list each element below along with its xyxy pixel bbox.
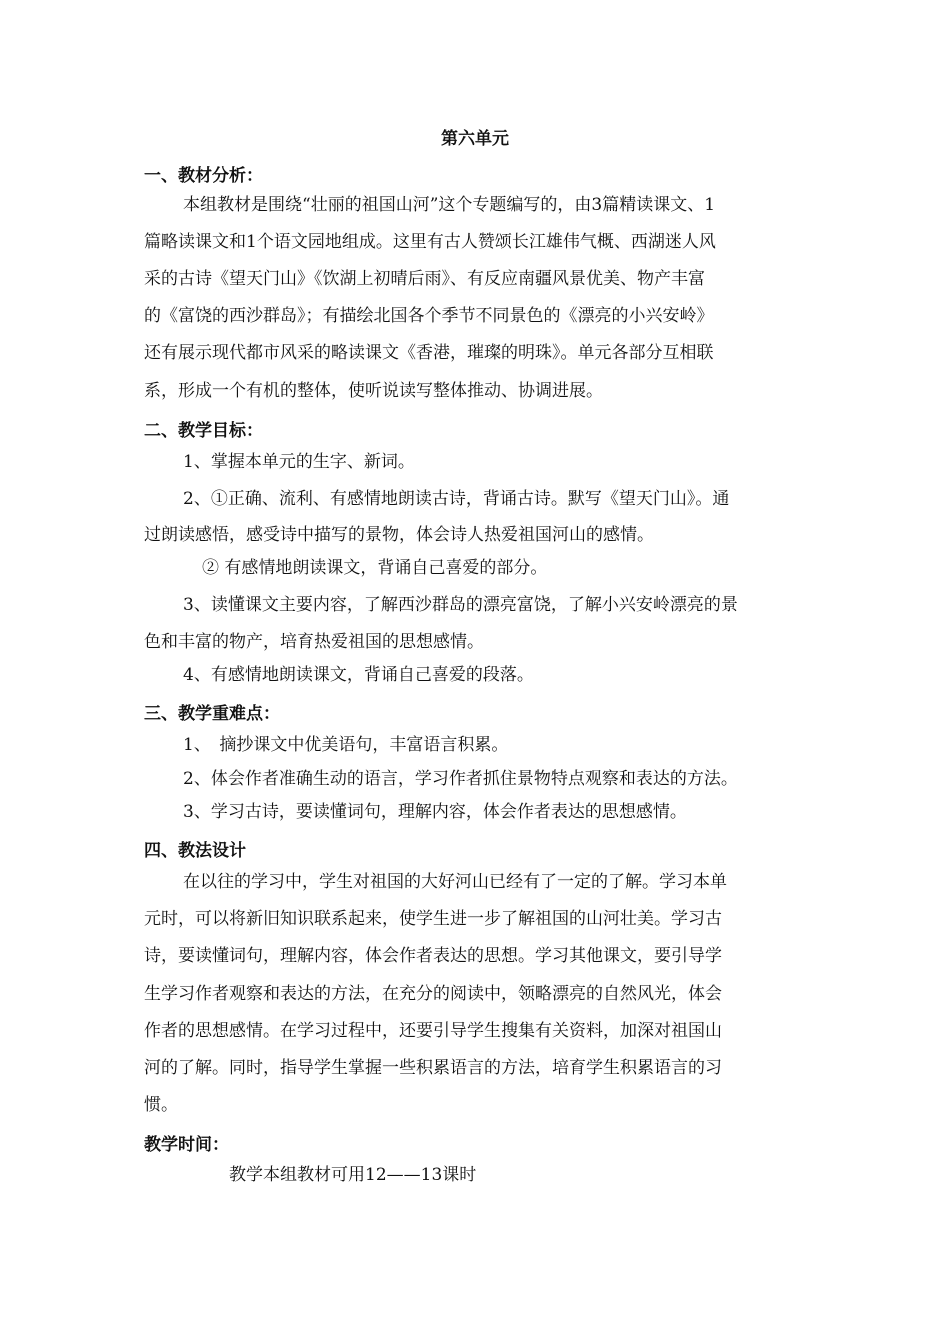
list-item: 2、体会作者准确生动的语言，学习作者抓住景物特点观察和表达的方法。 xyxy=(183,769,738,789)
paragraph-line: 河的了解。同时，指导学生掌握一些积累语言的方法，培育学生积累语言的习 xyxy=(144,1058,722,1078)
section-heading-method-design: 四、教法设计 xyxy=(144,841,246,861)
paragraph-line: 篇略读课文和1个语文园地组成。这里有古人赞颂长江雄伟气概、西湖迷人风 xyxy=(144,232,716,252)
paragraph-line: 本组教材是围绕“壮丽的祖国山河”这个专题编写的，由3篇精读课文、1 xyxy=(183,195,716,215)
list-item: 3、学习古诗，要读懂词句，理解内容，体会作者表达的思想感情。 xyxy=(183,802,687,822)
paragraph-line: 的《富饶的西沙群岛》；有描绘北国各个季节不同景色的《漂亮的小兴安岭》 xyxy=(144,306,714,326)
section-heading-teaching-time: 教学时间： xyxy=(144,1135,229,1155)
paragraph-line: 元时，可以将新旧知识联系起来，使学生进一步了解祖国的山河壮美。学习古 xyxy=(144,909,722,929)
list-item: 4、有感情地朗读课文，背诵自己喜爱的段落。 xyxy=(183,665,534,685)
section-heading-teaching-goals: 二、教学目标： xyxy=(144,421,263,441)
paragraph-line: 采的古诗《望天门山》《饮湖上初晴后雨》、有反应南疆风景优美、物产丰富 xyxy=(144,269,705,289)
paragraph-line: 诗，要读懂词句，理解内容，体会作者表达的思想。学习其他课文，要引导学 xyxy=(144,946,722,966)
list-item: ② 有感情地朗读课文，背诵自己喜爱的部分。 xyxy=(202,558,548,578)
list-item: 3、读懂课文主要内容，了解西沙群岛的漂亮富饶，了解小兴安岭漂亮的景 xyxy=(183,595,738,615)
paragraph-line: 惯。 xyxy=(144,1095,178,1115)
paragraph-line: 在以往的学习中，学生对祖国的大好河山已经有了一定的了解。学习本单 xyxy=(183,872,727,892)
paragraph-line: 教学本组教材可用12——13课时 xyxy=(229,1165,477,1185)
paragraph-line: 作者的思想感情。在学习过程中，还要引导学生搜集有关资料，加深对祖国山 xyxy=(144,1021,722,1041)
paragraph-line: 还有展示现代都市风采的略读课文《香港，璀璨的明珠》。单元各部分互相联 xyxy=(144,343,714,363)
list-item: 2、①正确、流利、有感情地朗读古诗，背诵古诗。默写《望天门山》。通 xyxy=(183,489,730,509)
paragraph-line: 色和丰富的物产，培育热爱祖国的思想感情。 xyxy=(144,632,484,652)
paragraph-line: 生学习作者观察和表达的方法，在充分的阅读中，领略漂亮的自然风光，体会 xyxy=(144,984,722,1004)
document-title: 第六单元 xyxy=(441,129,509,149)
paragraph-line: 系，形成一个有机的整体，使听说读写整体推动、协调进展。 xyxy=(144,381,603,401)
list-item: 1、掌握本单元的生字、新词。 xyxy=(183,452,415,472)
section-heading-key-points: 三、教学重难点： xyxy=(144,704,280,724)
list-item: 1、 摘抄课文中优美语句，丰富语言积累。 xyxy=(183,735,509,755)
section-heading-textbook-analysis: 一、教材分析： xyxy=(144,166,263,186)
paragraph-line: 过朗读感悟，感受诗中描写的景物，体会诗人热爱祖国河山的感情。 xyxy=(144,525,654,545)
